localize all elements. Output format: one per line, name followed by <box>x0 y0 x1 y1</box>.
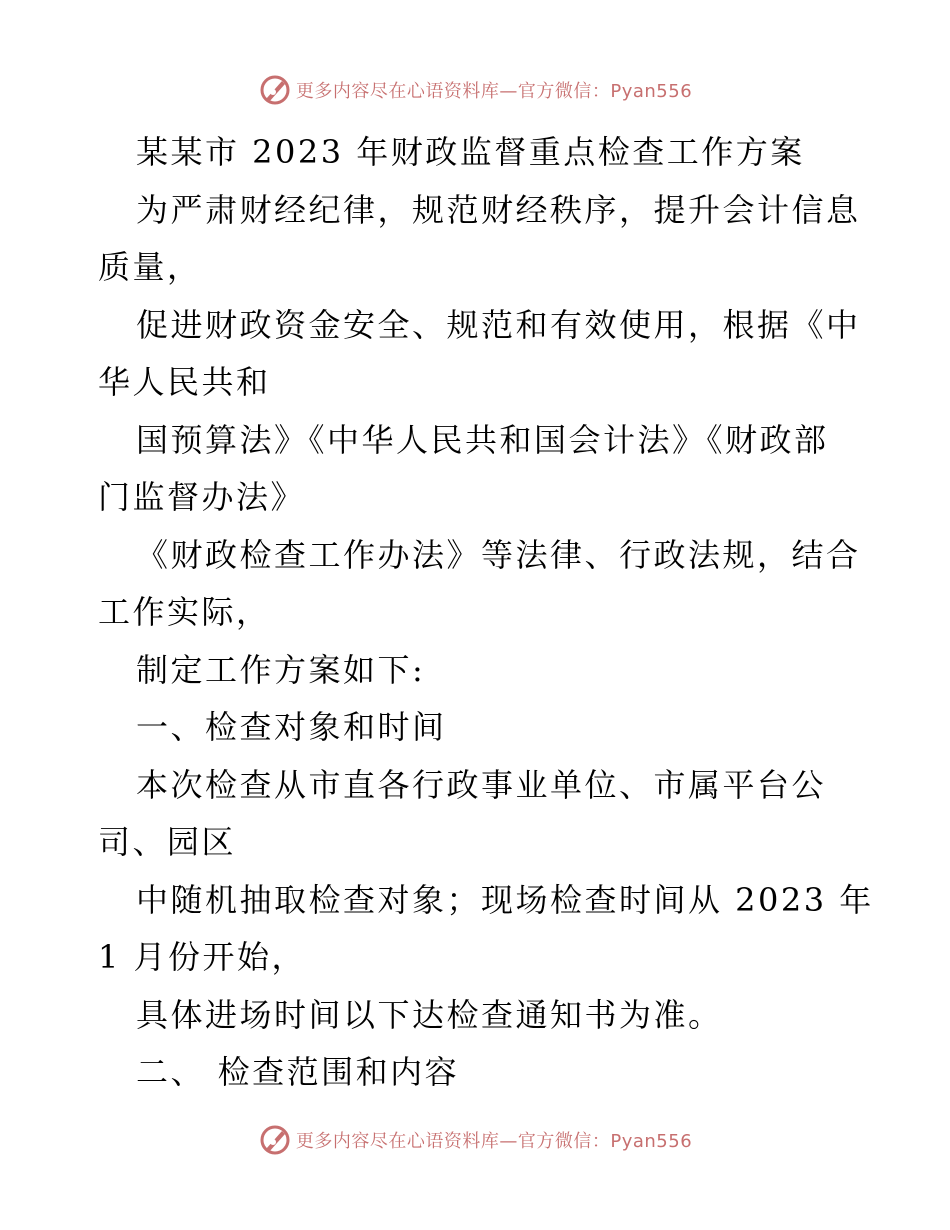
quill-logo-icon <box>258 1123 292 1157</box>
paragraph-line: 《财政检查工作办法》等法律、行政法规，结合 <box>136 535 861 574</box>
paragraph-line: 工作实际， <box>98 593 271 631</box>
watermark-header <box>0 70 950 110</box>
paragraph-line: 为严肃财经纪律，规范财经秩序，提升会计信息 <box>136 190 861 229</box>
paragraph-line: 具体进场时间以下达检查通知书为准。 <box>136 995 723 1034</box>
paragraph-line: 本次检查从市直各行政事业单位、市属平台公 <box>136 765 827 804</box>
paragraph-line: 华人民共和 <box>98 363 271 401</box>
paragraph-line: 门监督办法》 <box>98 478 306 516</box>
document-title: 某某市 2023 年财政监督重点检查工作方案 <box>136 133 805 171</box>
watermark-footer <box>0 1120 950 1160</box>
watermark-text: 更多内容尽在心语资料库—官方微信：Pyan556 <box>295 1131 693 1152</box>
quill-logo-icon <box>258 73 292 107</box>
section-heading: 二、 检查范围和内容 <box>136 1053 460 1091</box>
paragraph-line: 司、园区 <box>98 823 237 861</box>
paragraph-line: 国预算法》《中华人民共和国会计法》《财政部 <box>136 420 829 459</box>
paragraph-line: 促进财政资金安全、规范和有效使用，根据《中 <box>136 305 861 344</box>
paragraph-line: 1 月份开始， <box>98 938 307 976</box>
watermark-text: 更多内容尽在心语资料库—官方微信：Pyan556 <box>295 81 693 102</box>
document-body <box>98 124 874 1102</box>
paragraph-line: 中随机抽取检查对象；现场检查时间从 2023 年 <box>136 880 874 919</box>
paragraph-line: 制定工作方案如下: <box>136 650 426 689</box>
paragraph-line: 质量， <box>98 248 202 286</box>
section-heading: 一、检查对象和时间 <box>136 708 447 746</box>
